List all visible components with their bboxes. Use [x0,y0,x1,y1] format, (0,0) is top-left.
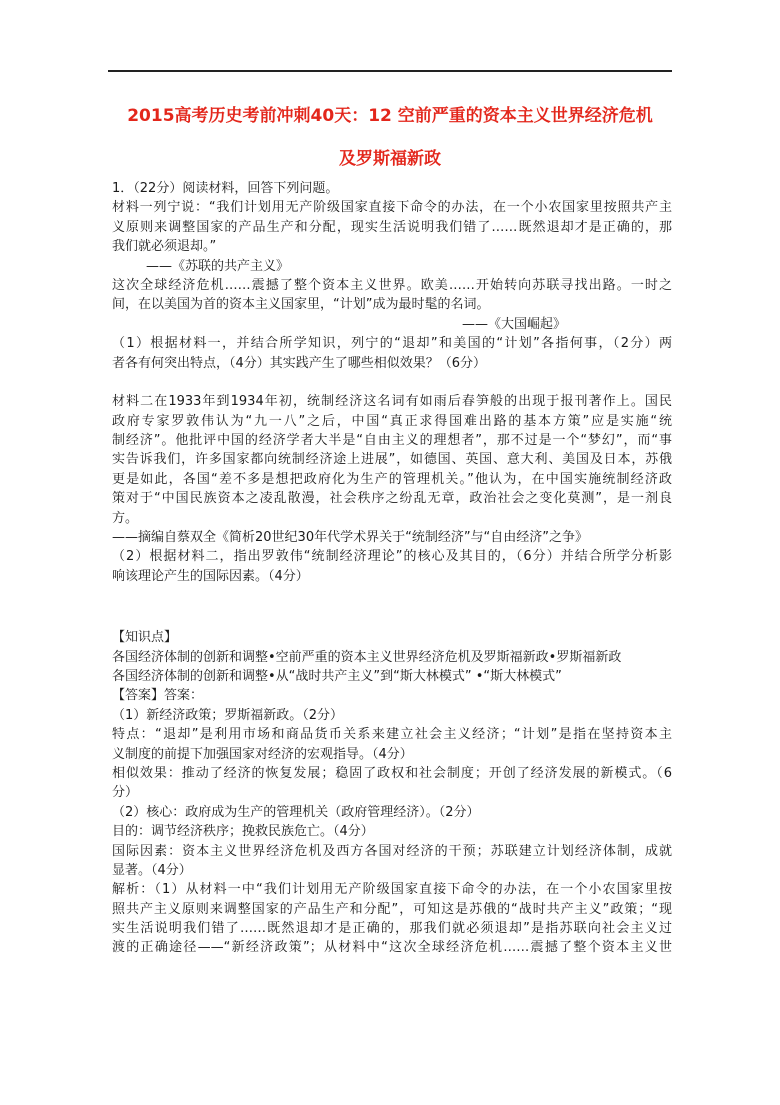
doc-title-line2: 及罗斯福新政 [339,149,441,169]
answer-line: 显著。（4分） [112,862,192,878]
answer-line: 特点：“退却”是利用市场和商品货币关系来建立社会主义经济；“计划”是指在坚持资本主 [112,727,672,743]
material1-line: 材料一列宁说：“我们计划用无产阶级国家直接下命令的办法，在一个小农国家里按照共产主 [112,200,672,216]
material2-source: ——摘编自蔡双全《简析20世纪30年代学术界关于“统制经济”与“自由经济”之争》 [112,530,589,546]
answer-line: （1）新经济政策；罗斯福新政。（2分） [112,707,344,723]
material2-line: 实告诉我们，许多国家都向统制经济途上进展”，如德国、英国、意大利、美国及日本，苏俄 [112,452,672,468]
question2-line: （2）根据材料二，指出罗敦伟“统制经济理论”的核心及其目的，（6分）并结合所学分析影 [112,549,672,565]
analysis-line: 渡的正确途径——“新经济政策”；从材料中“这次全球经济危机……震撼了整个资本主义世 [112,940,672,956]
document-body [112,179,672,958]
answer-line: 义制度的前提下加强国家对经济的宏观指导。（4分） [112,746,413,762]
spacer [112,373,672,392]
material1-source: ——《苏联的共产主义》 [146,258,290,274]
answer-line: 国际因素：资本主义世界经济危机及西方各国对经济的干预；苏联建立计划经济体制，成就 [112,843,672,859]
knowledge-header: 【知识点】 [112,630,178,646]
material2-line: 方。 [112,510,139,526]
analysis-line: 照共产主义原则来调整国家的产品生产和分配”，可知这是苏俄的“战时共产主义”政策；“现 [112,901,672,917]
answer-header: 【答案】答案： [112,688,204,704]
material2-line: 材料二在1933年到1934年初，统制经济这名词有如雨后春笋般的出现于报刊著作上。国民 [112,394,672,410]
question1-line: （1）根据材料一，并结合所学知识，列宁的“退却”和美国的“计划”各指何事，（2分）两 [112,336,672,352]
analysis-line: 实生活说明我们错了……既然退却才是正确的，那我们就必须退却”是指苏联向社会主义过 [112,921,672,937]
answer-line: 目的：调节经济秩序；挽救民族危亡。（4分） [112,824,374,840]
knowledge-line: 各国经济体制的创新和调整•从“战时共产主义”到“斯大林模式” •“斯大林模式” [112,668,562,684]
material2-line: 政府专家罗敦伟认为“九一八”之后，中国“真正求得国难出路的基本方策”应是实施“统 [112,413,672,429]
answer-line: （2）核心：政府成为生产的管理机关（政府管理经济）。（2分） [112,804,480,820]
material2-line: 策对于“中国民族资本之凌乱散漫，社会秩序之纷乱无章，政治社会之变化莫测”，是一剂良 [112,491,672,507]
material1-line: 我们就必须退却。” [112,239,217,255]
analysis-line: 解析：（1）从材料一中“我们计划用无产阶级国家直接下命令的办法，在一个小农国家里按 [112,882,672,898]
material2-line: 制经济”。他批评中国的经济学者大半是“自由主义的理想者”，那不过是一个“梦幻”，而“事 [112,433,672,449]
material1-source: ——《大国崛起》 [461,316,566,332]
answer-line: 分） [112,785,139,801]
question1-line: 者各有何突出特点，（4分）其实践产生了哪些相似效果？（6分） [112,355,487,371]
question-header: 1．（22分）阅读材料，回答下列问题。 [112,181,339,196]
material2-line: 更是如此，各国“差不多是想把政府化为生产的管理机关。”他认为，在中国实施统制经济政 [112,471,672,487]
doc-title-line1: 2015高考历史考前冲刺40天：12 空前严重的资本主义世界经济危机 [127,106,653,126]
header-rule [108,70,672,72]
material1-line: 间，在以美国为首的资本主义国家里，“计划”成为最时髦的名词。 [112,297,490,313]
knowledge-line: 各国经济体制的创新和调整•空前严重的资本主义世界经济危机及罗斯福新政•罗斯福新政 [112,649,622,665]
material1-line: 义原则来调整国家的产品生产和分配，现实生活说明我们错了……既然退却才是正确的，那 [112,219,672,235]
question2-line: 响该理论产生的国际因素。（4分） [112,568,309,584]
material1-line: 这次全球经济危机……震撼了整个资本主义世界。欧美……开始转向苏联寻找出路。一时之 [112,277,672,293]
answer-line: 相似效果：推动了经济的恢复发展；稳固了政权和社会制度；开创了经济发展的新模式。（6 [112,765,672,781]
spacer [112,586,672,628]
